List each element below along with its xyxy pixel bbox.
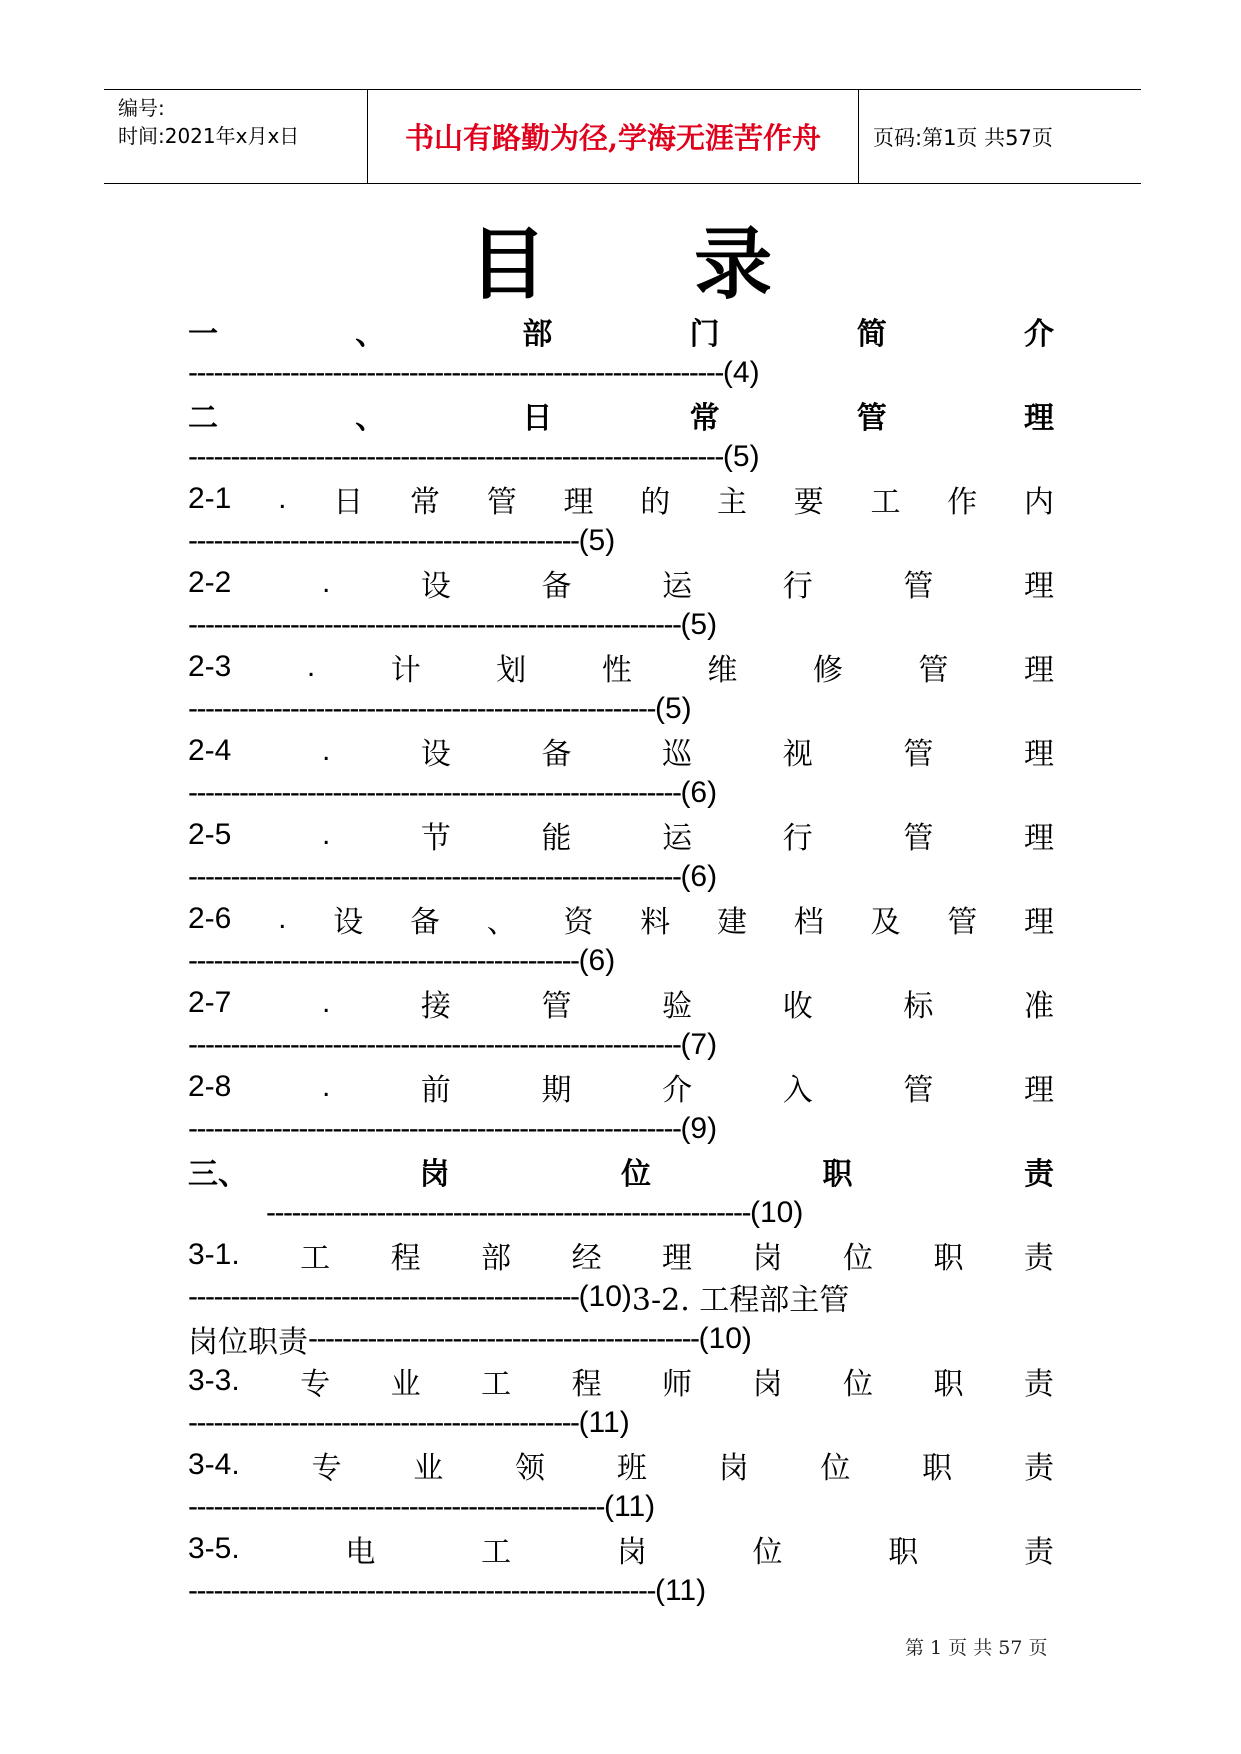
toc-label [188, 730, 1054, 772]
toc-label [188, 1360, 1054, 1402]
toc-label-part: . [321, 1070, 331, 1103]
time-label: 时间:2021年x月x日 [118, 124, 300, 148]
toc-label-part: 部 [481, 1241, 512, 1276]
toc-entry[interactable] [188, 982, 1054, 1066]
toc-dashes: --------------------------------------------------------- [266, 1196, 750, 1229]
toc-label-part: 岗 [752, 1367, 783, 1402]
toc-label-part: 管 [903, 821, 934, 856]
toc-entry[interactable] [188, 1150, 1054, 1234]
toc-label-part: 备 [409, 905, 440, 940]
toc-leader-line [188, 940, 615, 982]
toc-label-part: 二 [188, 401, 218, 436]
toc-label-part: 备 [541, 737, 572, 772]
toc-label-part: 工 [300, 1241, 331, 1276]
toc-label-part: 工 [481, 1367, 512, 1402]
toc-label-part: 运 [662, 821, 693, 856]
toc-label-part: 责 [1023, 1367, 1054, 1402]
toc-leader-line [188, 352, 760, 394]
toc-leader-line [188, 604, 717, 646]
toc-label-part: 行 [782, 569, 813, 604]
toc-label-part: 设 [333, 905, 364, 940]
toc-label-part: 验 [662, 989, 693, 1024]
toc-page-number: (5) [654, 692, 692, 725]
toc-label-part: 位 [842, 1241, 873, 1276]
toc-label-part: 、 [355, 317, 386, 352]
toc-entry[interactable] [188, 310, 1054, 394]
toc-leader-line [188, 1318, 752, 1360]
toc-page-number: (4) [722, 356, 760, 389]
toc-label-part: 岗 [616, 1535, 647, 1570]
toc-label-part: 视 [782, 737, 813, 772]
toc-dashes: ---------------------------------------------- [188, 944, 579, 977]
toc-leader-line [188, 772, 717, 814]
toc-label-part: 一 [188, 317, 218, 352]
toc-entry[interactable] [188, 1234, 1054, 1318]
toc-label-part: 收 [782, 989, 813, 1024]
toc-label [188, 1150, 1054, 1192]
toc-entry[interactable] [188, 730, 1054, 814]
toc-label-part: . [321, 566, 331, 599]
toc-page-number: (10) [578, 1280, 632, 1313]
toc-label-part: 3-1. [188, 1238, 240, 1271]
toc-label-part: 班 [616, 1451, 647, 1486]
toc-label-part: 设 [420, 569, 451, 604]
toc-entry[interactable] [188, 646, 1054, 730]
toc-label-part: 三、 [188, 1157, 248, 1192]
toc-label-part: 常 [689, 401, 720, 436]
toc-label-part: 建 [716, 905, 747, 940]
toc-label-part: 节 [420, 821, 451, 856]
toc-entry[interactable] [188, 1360, 1054, 1444]
toc-label-part: 责 [1024, 1157, 1054, 1192]
toc-label-part: 日 [333, 485, 364, 520]
toc-label-part: 备 [541, 569, 572, 604]
toc-label [188, 562, 1054, 604]
toc-dashes: ------------------------------------------------------- [188, 1574, 655, 1607]
toc-dashes: --------------------------------------------------------------- [188, 356, 723, 389]
toc-label-part: 管 [947, 905, 978, 940]
toc-label-part: 入 [782, 1073, 813, 1108]
toc-label-part: 及 [870, 905, 901, 940]
toc-dashes: ---------------------------------------------- [188, 524, 579, 557]
toc-label-part: 2-2 [188, 566, 232, 599]
toc-label-part: 巡 [662, 737, 693, 772]
toc-label-part: 师 [662, 1367, 693, 1402]
toc-label [188, 1066, 1054, 1108]
toc-entry[interactable] [188, 562, 1054, 646]
toc-label-part: 责 [1023, 1535, 1054, 1570]
toc-label-part: 性 [601, 653, 632, 688]
toc-label-part: 行 [782, 821, 813, 856]
toc-label-part: 前 [420, 1073, 451, 1108]
toc-label-part: 程 [571, 1367, 602, 1402]
toc-label [188, 898, 1054, 940]
toc-label-part: 准 [1023, 989, 1054, 1024]
toc-label-part: 理 [1023, 737, 1054, 772]
toc-label-part: 2-3 [188, 650, 232, 683]
toc-label-part: 2-4 [188, 734, 232, 767]
toc-label-part: 业 [390, 1367, 421, 1402]
toc-label-part: 2-6 [188, 902, 232, 935]
toc-dashes: ---------------------------------------------- [188, 1406, 579, 1439]
toc-label-part: 常 [409, 485, 440, 520]
toc-page-number: (10) [749, 1196, 804, 1229]
toc-label-part: 维 [707, 653, 738, 688]
toc-label-part: 理 [563, 485, 594, 520]
toc-label-part: 介 [1023, 317, 1054, 352]
toc-label-part: 资 [563, 905, 594, 940]
toc-leader-line [188, 1024, 717, 1066]
toc-dashes: ---------------------------------------------------------- [188, 1112, 681, 1145]
toc-label-part: 日 [522, 401, 553, 436]
toc-label-part: 设 [420, 737, 451, 772]
toc-page-number: (11) [578, 1406, 630, 1439]
toc-page-number: (5) [578, 524, 616, 557]
number-label: 编号: [118, 96, 165, 120]
toc-label-part: 管 [541, 989, 572, 1024]
toc-label-part: . [278, 902, 287, 935]
toc-label [188, 1234, 1054, 1276]
toc-label-part: 、 [486, 905, 517, 940]
toc-page-number: (9) [680, 1112, 718, 1145]
toc-trailing-label: 3-2. 工程部主管 [631, 1283, 850, 1318]
toc-dashes: ---------------------------------------------------------- [188, 1028, 681, 1061]
toc-label-part: 划 [496, 653, 527, 688]
toc-label-part: . [321, 986, 331, 1019]
toc-label-part: 3-3. [188, 1364, 240, 1397]
toc-label [188, 646, 1054, 688]
toc-label-part: 接 [420, 989, 451, 1024]
toc-leader-line [188, 1108, 717, 1150]
toc-entry[interactable] [188, 1444, 1054, 1528]
toc-entry[interactable] [188, 1318, 1054, 1360]
toc-page-number: (7) [680, 1028, 718, 1061]
toc-label-part: 专 [300, 1367, 331, 1402]
toc-label-part: 简 [856, 317, 887, 352]
toc-page-number: (6) [578, 944, 616, 977]
toc-label-part: 岗 [419, 1157, 450, 1192]
toc-label [188, 478, 1054, 520]
header-meta [104, 90, 368, 183]
toc-leader-line [188, 1402, 630, 1444]
toc-page-number: (6) [680, 776, 718, 809]
toc-label-part: 职 [822, 1157, 853, 1192]
toc-page-number: (11) [604, 1490, 656, 1523]
page-footer: 第 1 页 共 57 页 [905, 1637, 1048, 1659]
toc-dashes: ---------------------------------------------------------- [188, 776, 681, 809]
toc-label-part: 2-8 [188, 1070, 232, 1103]
toc-entry[interactable] [188, 1528, 1054, 1612]
toc-label-part: 管 [903, 1073, 934, 1108]
toc-page-number: (5) [680, 608, 718, 641]
toc-entry[interactable] [188, 898, 1054, 982]
toc-label-part: 作 [947, 485, 978, 520]
toc-label [188, 982, 1054, 1024]
toc-entry[interactable] [188, 394, 1054, 478]
toc-label-part: 责 [1023, 1451, 1054, 1486]
toc-label-part: 职 [933, 1367, 964, 1402]
toc-label-part: 责 [1023, 1241, 1054, 1276]
toc-label-part: 2-7 [188, 986, 232, 1019]
toc-label-part: 部 [522, 317, 553, 352]
toc-dashes: ---------------------------------------------------------- [188, 608, 681, 641]
toc-label-part: . [321, 734, 331, 767]
toc-entry[interactable] [188, 814, 1054, 898]
toc-leader-line [188, 1570, 706, 1612]
toc-label-part: 2-5 [188, 818, 232, 851]
toc-entry[interactable] [188, 478, 1054, 562]
toc-label-part: 理 [1023, 821, 1054, 856]
toc-label-part: 修 [812, 653, 843, 688]
toc-leader-line [188, 856, 717, 898]
page-title: 目 录 [468, 220, 833, 310]
toc-label-part: 理 [1023, 1073, 1054, 1108]
toc-label-part: 位 [842, 1367, 873, 1402]
toc-label [188, 814, 1054, 856]
toc-label-part: 职 [888, 1535, 919, 1570]
toc-label [188, 1528, 1054, 1570]
toc-dashes: ------------------------------------------------------- [188, 692, 655, 725]
toc-dashes: --------------------------------------------------------------- [188, 440, 723, 473]
toc-label-part: 能 [541, 821, 572, 856]
toc-label-part: 岗 [718, 1451, 749, 1486]
toc-dashes: ---------------------------------------------- [188, 1280, 579, 1313]
toc-label-part: 管 [903, 569, 934, 604]
toc-label-part: 管 [856, 401, 887, 436]
toc-label-part: 职 [922, 1451, 953, 1486]
toc-label [188, 394, 1054, 436]
toc-label [188, 310, 1054, 352]
toc-label-part: 运 [662, 569, 693, 604]
toc-label-part: 门 [689, 317, 720, 352]
toc-label-part: 标 [903, 989, 934, 1024]
toc-label-part: 3-5. [188, 1532, 240, 1565]
toc-label-part: 电 [345, 1535, 376, 1570]
toc-label-part: 2-1 [188, 482, 232, 515]
toc-label-part: 领 [515, 1451, 546, 1486]
toc-label-part: 理 [1023, 653, 1054, 688]
toc-label-part: 、 [355, 401, 386, 436]
toc-label-part: 计 [390, 653, 421, 688]
toc-label-part: 管 [486, 485, 517, 520]
toc-label-part: 内 [1023, 485, 1054, 520]
toc-label-part: 岗 [752, 1241, 783, 1276]
toc-leader-line [188, 688, 692, 730]
toc-page-number: (11) [654, 1574, 707, 1607]
header-page-code: 页码:第1页 共57页 [873, 125, 1053, 150]
toc-label-part: 期 [541, 1073, 572, 1108]
toc-leader-line [188, 436, 760, 478]
toc-label-part: 专 [311, 1451, 342, 1486]
toc-leader-line [188, 1486, 655, 1528]
toc-label-part: 要 [793, 485, 824, 520]
toc-label-part: 经 [571, 1241, 602, 1276]
header-motto: 书山有路勤为径,学海无涯苦作舟 [368, 90, 859, 183]
toc-label-part: 理 [662, 1241, 693, 1276]
toc-label-part: . [306, 650, 316, 683]
toc-label-part: 介 [662, 1073, 693, 1108]
toc-label-part: 理 [1023, 569, 1054, 604]
toc-label-part: 档 [793, 905, 824, 940]
toc-page-number: (6) [680, 860, 718, 893]
toc-label-part: 职 [933, 1241, 964, 1276]
toc-label-part: 程 [390, 1241, 421, 1276]
toc-leader-line [188, 520, 615, 562]
toc-label [188, 1444, 1054, 1486]
toc-label-part: 管 [918, 653, 949, 688]
toc-dashes: ---------------------------------------------------------- [188, 860, 681, 893]
toc-label-part: . [321, 818, 331, 851]
toc-dashes: ------------------------------------------------- [188, 1490, 605, 1523]
toc-label-part: 位 [621, 1157, 651, 1192]
toc-label-part: 料 [640, 905, 671, 940]
toc-leader-line [188, 1276, 849, 1318]
toc-label-part: 管 [903, 737, 934, 772]
page-header [104, 89, 1141, 184]
toc-dashes: ---------------------------------------------- [308, 1322, 699, 1355]
toc-label-part: 的 [640, 485, 671, 520]
toc-leader-line [266, 1192, 803, 1234]
table-of-contents [188, 310, 1054, 1612]
toc-label-part: 位 [820, 1451, 851, 1486]
toc-page-number: (5) [722, 440, 760, 473]
toc-label-part: 工 [481, 1535, 512, 1570]
toc-label-part: 理 [1023, 401, 1054, 436]
toc-label-part: 工 [870, 485, 901, 520]
toc-label-part: 位 [752, 1535, 783, 1570]
toc-entry[interactable] [188, 1066, 1054, 1150]
toc-label-part: 3-4. [188, 1448, 240, 1481]
toc-label-part: . [278, 482, 287, 515]
toc-label-part: 主 [716, 485, 747, 520]
toc-label: 岗位职责 [188, 1325, 308, 1360]
toc-label-part: 业 [413, 1451, 444, 1486]
toc-page-number: (10) [698, 1322, 752, 1355]
toc-label-part: 理 [1023, 905, 1054, 940]
